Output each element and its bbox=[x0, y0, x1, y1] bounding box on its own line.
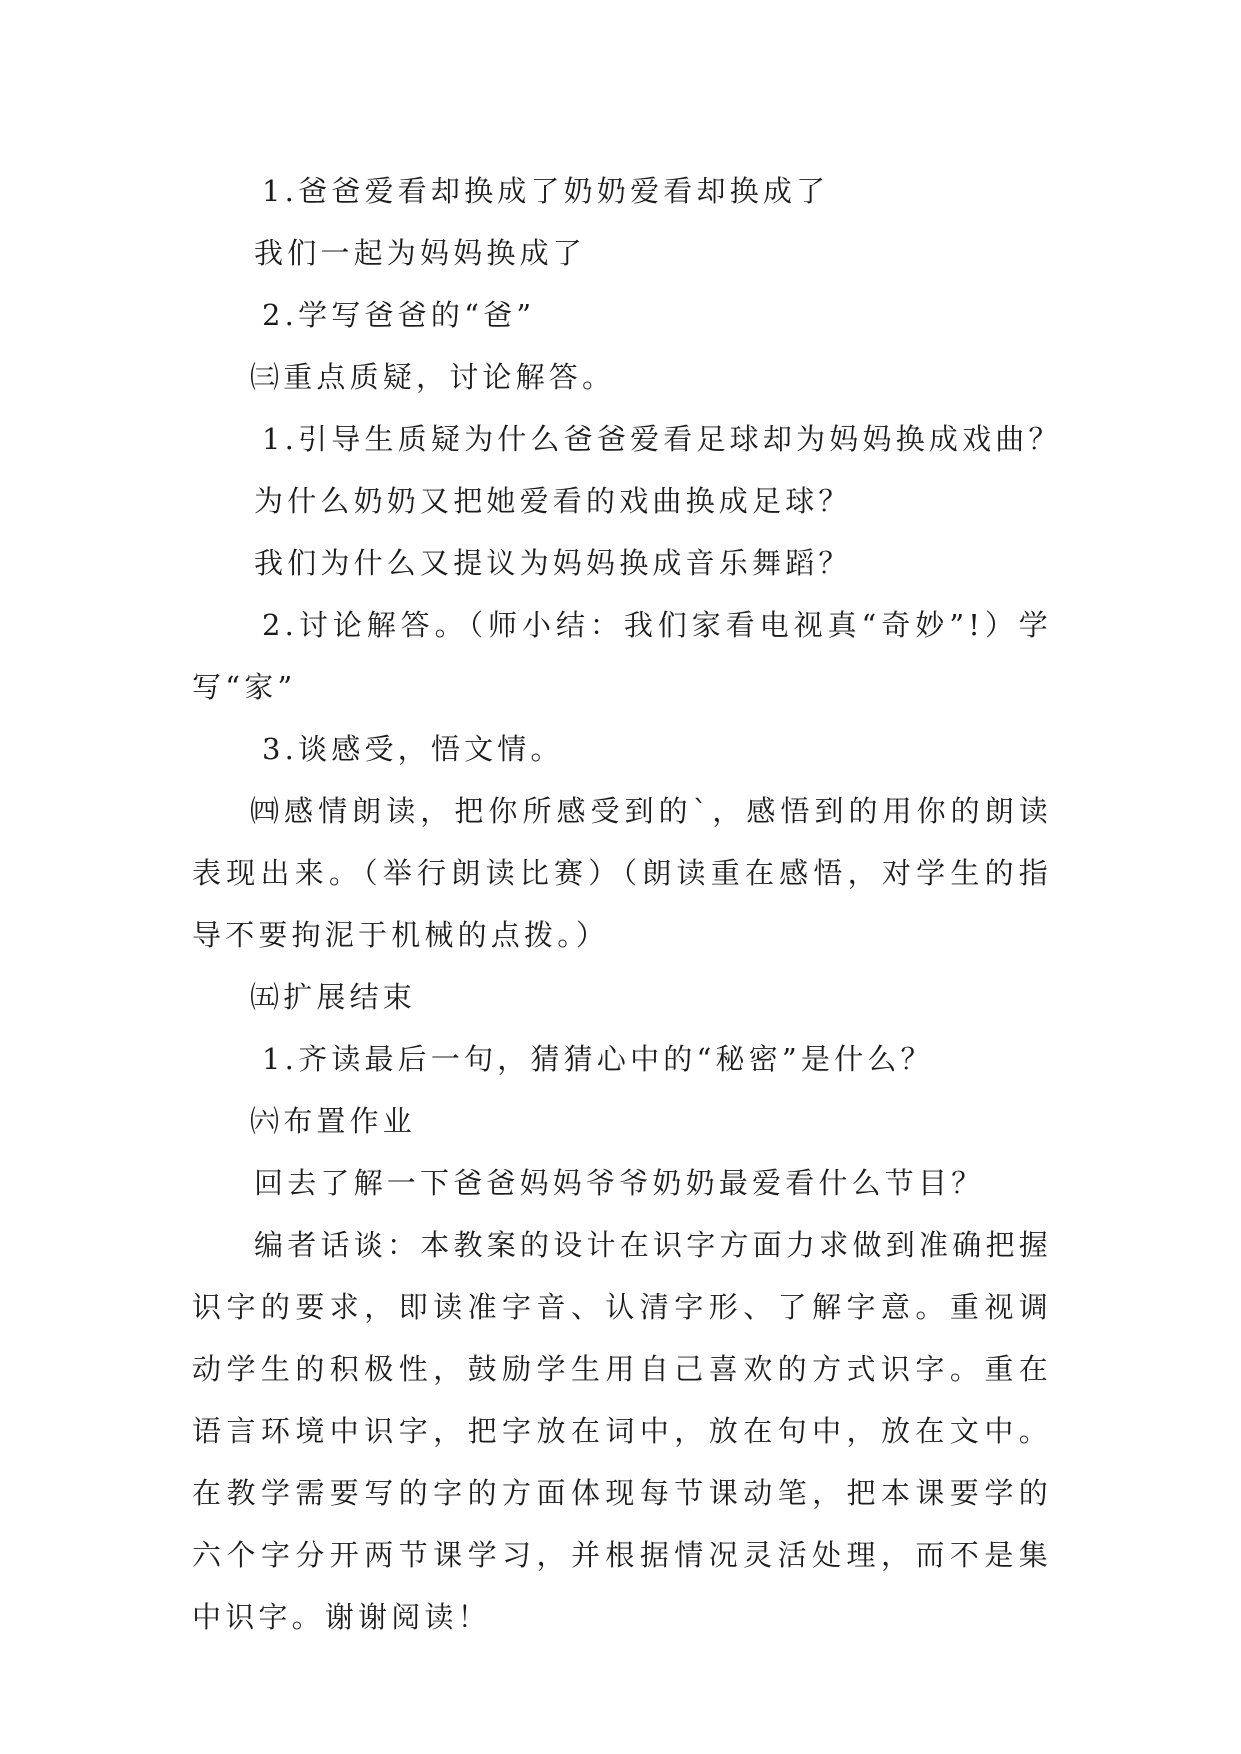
text-line: 3.谈感受，悟文情。 bbox=[262, 732, 564, 766]
document-body bbox=[192, 160, 1062, 1648]
text-line: 1.齐读最后一句，猜猜心中的“秘密”是什么？ bbox=[262, 1042, 934, 1076]
text-line: 1.引导生质疑为什么爸爸爱看足球却为妈妈换成戏曲？ bbox=[262, 422, 1062, 456]
text-line: 回去了解一下爸爸妈妈爷爷奶奶最爱看什么节目？ bbox=[254, 1166, 985, 1200]
text-line: 2.学写爸爸的“爸” bbox=[262, 298, 536, 332]
text-line: 1.爸爸爱看却换成了奶奶爱看却换成了 bbox=[262, 174, 830, 208]
section-heading: ㈢重点质疑，讨论解答。 bbox=[250, 360, 616, 394]
section-heading: ㈥布置作业 bbox=[250, 1104, 417, 1138]
section-heading: ㈤扩展结束 bbox=[250, 980, 417, 1014]
paragraph-discuss: 2.讨论解答。（师小结：我们家看电视真“奇妙”!）学写“家” bbox=[192, 608, 1052, 704]
text-line: 我们一起为妈妈换成了 bbox=[254, 236, 587, 270]
text-line: 为什么奶奶又把她爱看的戏曲换成足球？ bbox=[254, 484, 852, 518]
paragraph-reading: ㈣感情朗读，把你所感受到的`，感悟到的用你的朗读表现出来。（举行朗读比赛）（朗读重在感悟，对学生的指导不要拘泥于机械的点拨。） bbox=[192, 794, 1052, 952]
text-line: 我们为什么又提议为妈妈换成音乐舞蹈？ bbox=[254, 546, 852, 580]
paragraph-editor-note: 编者话谈：本教案的设计在识字方面力求做到准确把握识字的要求，即读准字音、认清字形、了解字意。重视调动学生的积极性，鼓励学生用自己喜欢的方式识字。重在语言环境中识字，把字放在词中，放在句中，放在文中。在教学需要写的字的方面体现每节课动笔，把本课要学的六个字分开两节课学习，并根据情况灵活处理，而不是集中识字。谢谢阅读！ bbox=[192, 1228, 1052, 1634]
